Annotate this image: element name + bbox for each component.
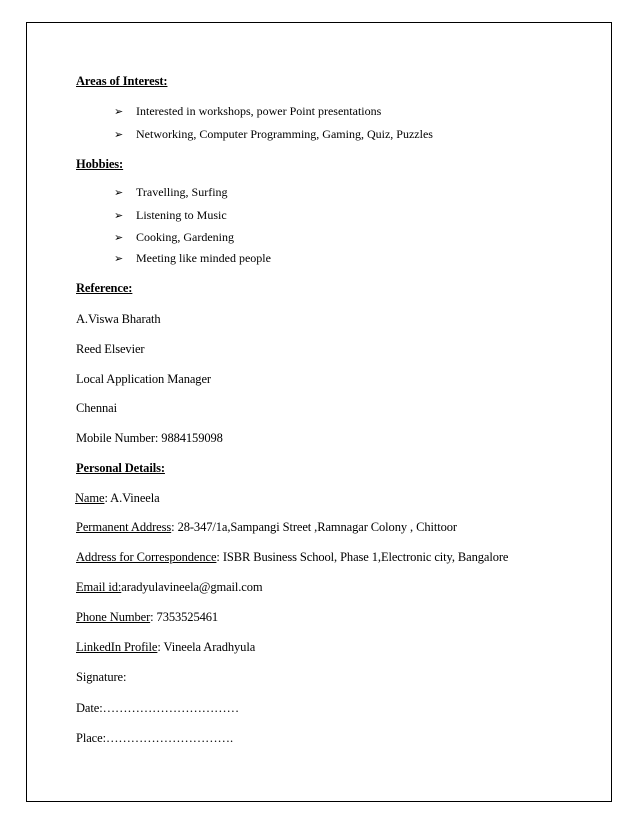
reference-name: A.Viswa Bharath	[76, 312, 161, 326]
reference-heading: Reference:	[76, 281, 133, 295]
name-row	[75, 491, 160, 506]
linkedin-label: LinkedIn Profile	[76, 640, 158, 654]
interest-item: Networking, Computer Programming, Gaming, Quiz, Puzzles	[136, 127, 433, 141]
name-label: Name	[75, 491, 105, 505]
arrow-bullet-icon: ➢	[114, 129, 124, 141]
linkedin-row	[76, 640, 255, 655]
hobby-item: Cooking, Gardening	[136, 230, 234, 244]
arrow-bullet-icon: ➢	[114, 232, 124, 244]
interest-item: Interested in workshops, power Point presentations	[136, 104, 382, 118]
permanent-address-label: Permanent Address	[76, 520, 172, 534]
list-item	[114, 230, 234, 245]
list-item	[114, 104, 381, 119]
permanent-address-value: : 28-347/1a,Sampangi Street ,Ramnagar Colony , Chittoor	[171, 520, 457, 534]
hobby-item: Meeting like minded people	[136, 251, 271, 265]
hobbies-heading: Hobbies:	[76, 157, 124, 171]
signature-line: Signature:	[76, 670, 127, 684]
personal-details-heading: Personal Details:	[76, 461, 165, 475]
phone-value: : 7353525461	[150, 610, 219, 624]
email-row	[76, 580, 263, 595]
hobby-item: Listening to Music	[136, 208, 227, 222]
reference-city: Chennai	[76, 401, 117, 415]
email-value: aradyulavineela@gmail.com	[121, 580, 263, 594]
phone-label: Phone Number	[76, 610, 151, 624]
correspondence-address-value: : ISBR Business School, Phase 1,Electronic city, Bangalore	[216, 550, 509, 564]
reference-designation: Local Application Manager	[76, 372, 211, 386]
linkedin-value: : Vineela Aradhyula	[157, 640, 256, 654]
name-value: : A.Vineela	[104, 491, 160, 505]
reference-mobile: Mobile Number: 9884159098	[76, 431, 223, 445]
list-item	[114, 251, 271, 266]
correspondence-address-label: Address for Correspondence	[76, 550, 217, 564]
reference-company: Reed Elsevier	[76, 342, 145, 356]
list-item	[114, 127, 433, 142]
permanent-address-row	[76, 520, 457, 535]
phone-row	[76, 610, 218, 625]
arrow-bullet-icon: ➢	[114, 187, 124, 199]
place-line: Place:………………………….	[76, 731, 233, 745]
email-label: Email id:	[76, 580, 122, 594]
arrow-bullet-icon: ➢	[114, 253, 124, 265]
list-item	[114, 208, 227, 223]
correspondence-address-row	[76, 550, 508, 565]
areas-of-interest-heading: Areas of Interest:	[76, 74, 168, 88]
arrow-bullet-icon: ➢	[114, 210, 124, 222]
arrow-bullet-icon: ➢	[114, 106, 124, 118]
hobby-item: Travelling, Surfing	[136, 185, 228, 199]
date-line: Date:……………………………	[76, 701, 239, 715]
list-item	[114, 185, 228, 200]
